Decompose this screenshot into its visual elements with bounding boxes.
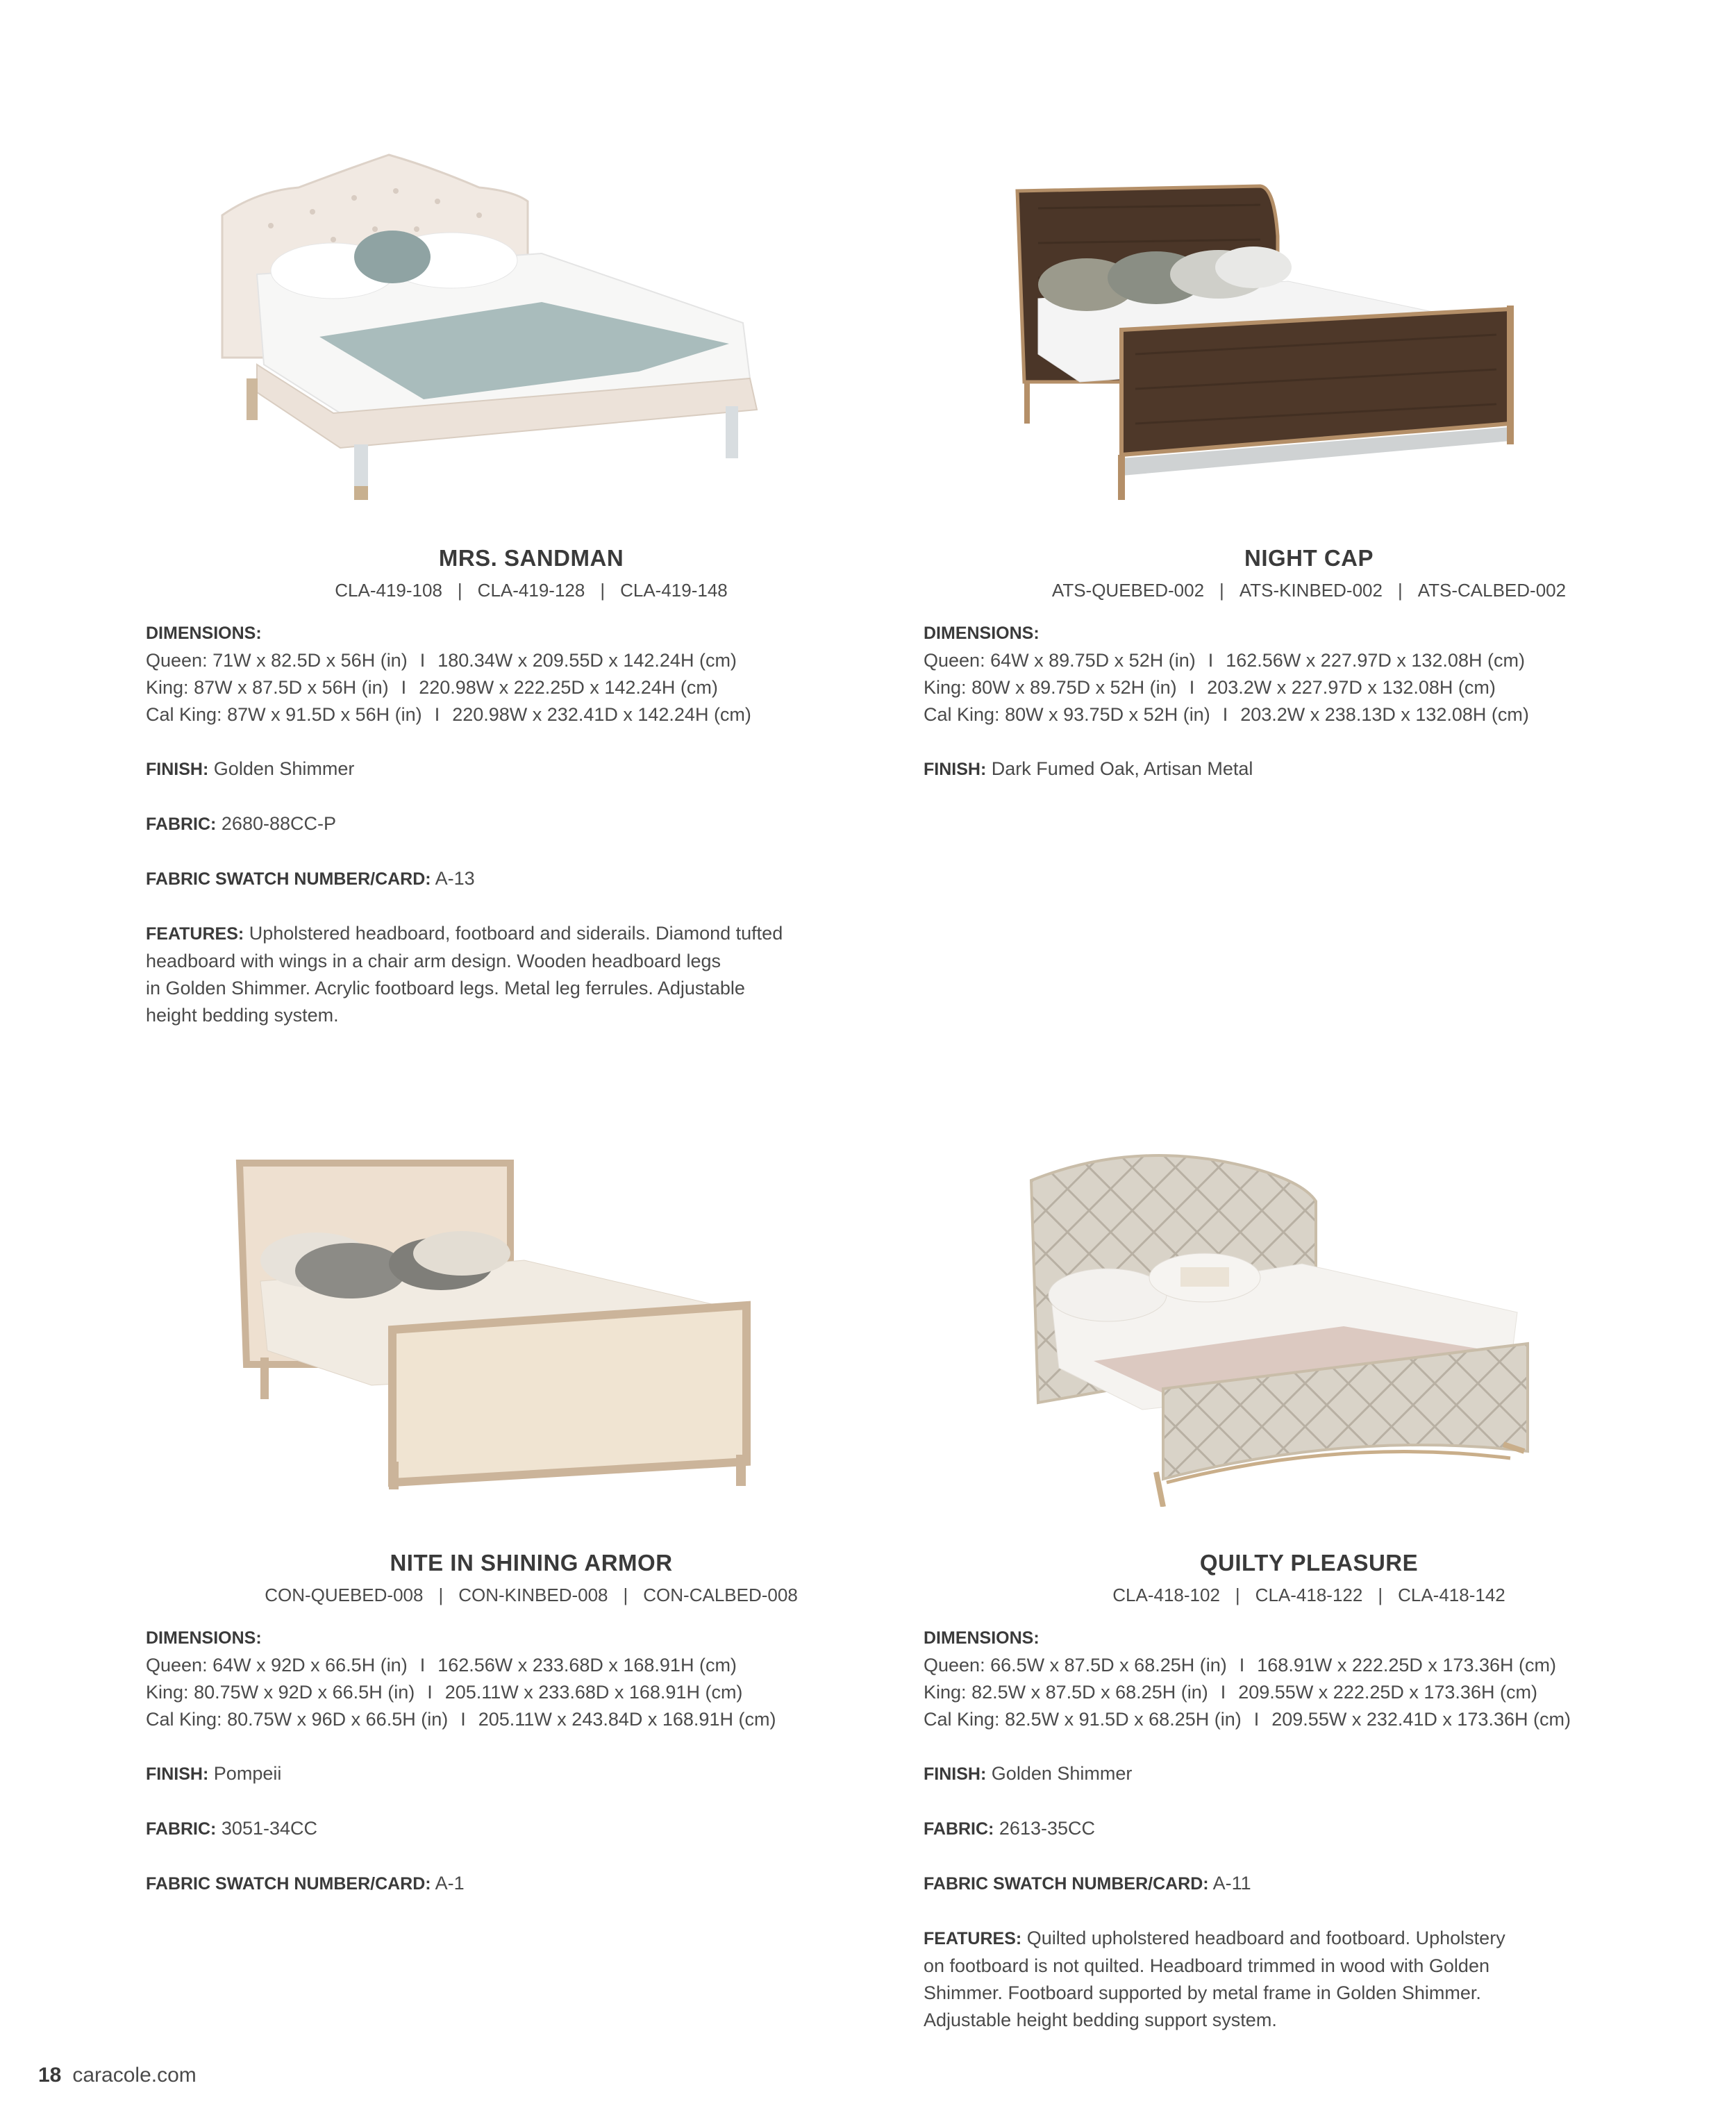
dim-separator: I <box>1208 650 1214 671</box>
dimension-row <box>924 674 1694 701</box>
sku-separator: | <box>623 1585 628 1605</box>
size-cm: 162.56W x 227.97D x 132.08H (cm) <box>1226 650 1525 671</box>
dimensions-block <box>146 620 917 728</box>
finish-value: Golden Shimmer <box>991 1763 1133 1784</box>
size-inches: 82.5W x 91.5D x 68.25H (in) <box>1005 1709 1242 1730</box>
dimension-row <box>146 647 917 674</box>
product-specs <box>924 620 1694 810</box>
fabric-value: 2613-35CC <box>999 1818 1095 1839</box>
size-cm: 205.11W x 233.68D x 168.91H (cm) <box>444 1682 743 1703</box>
features-line: in Golden Shimmer. Acrylic footboard legs. Metal leg ferrules. Adjustable <box>146 978 745 999</box>
size-cm: 209.55W x 222.25D x 173.36H (cm) <box>1238 1682 1537 1703</box>
product-skus <box>924 580 1694 601</box>
size-inches: 80.75W x 96D x 66.5H (in) <box>227 1709 449 1730</box>
dim-separator: I <box>419 1655 426 1676</box>
features-label: FEATURES: <box>924 1929 1022 1948</box>
product-specs <box>146 620 917 1056</box>
fabric-row <box>924 1815 1694 1843</box>
size-label: Queen: <box>146 1655 208 1676</box>
size-cm: 220.98W x 232.41D x 142.24H (cm) <box>452 704 751 725</box>
sku: ATS-CALBED-002 <box>1417 580 1567 601</box>
swatch-value: A-13 <box>435 868 475 889</box>
size-inches: 64W x 92D x 66.5H (in) <box>212 1655 408 1676</box>
bed-photo-nite-in-shining-armor <box>233 1156 767 1489</box>
dim-separator: I <box>427 1682 433 1703</box>
fabric-label: FABRIC: <box>146 814 217 834</box>
size-inches: 64W x 89.75D x 52H (in) <box>990 650 1196 671</box>
size-label: King: <box>146 677 189 698</box>
size-inches: 66.5W x 87.5D x 68.25H (in) <box>990 1655 1227 1676</box>
website-link[interactable]: caracole.com <box>72 2064 197 2087</box>
size-label: King: <box>924 677 967 698</box>
size-cm: 203.2W x 227.97D x 132.08H (cm) <box>1207 677 1496 698</box>
sku: CON-QUEBED-008 <box>265 1585 424 1605</box>
sku-separator: | <box>1235 1585 1240 1605</box>
bed-photo-quilty-pleasure <box>1024 1146 1538 1507</box>
fabric-value: 2680-88CC-P <box>221 813 336 834</box>
size-label: Queen: <box>146 650 208 671</box>
sku-separator: | <box>438 1585 444 1605</box>
swatch-label: FABRIC SWATCH NUMBER/CARD: <box>146 1874 431 1894</box>
features-line: Shimmer. Footboard supported by metal frame in Golden Shimmer. <box>924 1982 1481 2003</box>
size-inches: 80W x 93.75D x 52H (in) <box>1005 704 1210 725</box>
dimension-row <box>924 647 1694 674</box>
dimensions-heading: DIMENSIONS: <box>146 1628 262 1648</box>
size-label: Queen: <box>924 650 985 671</box>
size-label: Cal King: <box>146 704 222 725</box>
finish-value: Golden Shimmer <box>213 758 355 779</box>
dimensions-heading: DIMENSIONS: <box>146 624 262 643</box>
sku-separator: | <box>1219 580 1224 601</box>
product-specs <box>924 1625 1694 2061</box>
size-cm: 205.11W x 243.84D x 168.91H (cm) <box>478 1709 776 1730</box>
sku: ATS-QUEBED-002 <box>1051 580 1205 601</box>
product-skus <box>924 1585 1694 1606</box>
sku: CLA-419-108 <box>335 580 442 601</box>
features-line: height bedding system. <box>146 1005 339 1026</box>
bed-photo-night-cap <box>1010 181 1524 507</box>
size-inches: 80.75W x 92D x 66.5H (in) <box>194 1682 415 1703</box>
sku: CLA-419-128 <box>477 580 585 601</box>
dimension-row <box>924 1706 1694 1733</box>
fabric-value: 3051-34CC <box>221 1818 317 1839</box>
fabric-label: FABRIC: <box>146 1819 217 1839</box>
size-cm: 203.2W x 238.13D x 132.08H (cm) <box>1240 704 1529 725</box>
features-line: Upholstered headboard, footboard and siderails. Diamond tufted <box>249 923 783 944</box>
features-block <box>924 1925 1694 2034</box>
sku-separator: | <box>1397 580 1403 601</box>
page-footer <box>38 2064 197 2087</box>
swatch-label: FABRIC SWATCH NUMBER/CARD: <box>146 869 431 889</box>
product-specs <box>146 1625 917 1925</box>
size-inches: 71W x 82.5D x 56H (in) <box>212 650 408 671</box>
sku: ATS-KINBED-002 <box>1239 580 1383 601</box>
dimension-row <box>146 1706 917 1733</box>
sku-separator: | <box>600 580 606 601</box>
dimensions-block <box>146 1625 917 1733</box>
page-number: 18 <box>38 2064 62 2087</box>
finish-label: FINISH: <box>924 760 987 779</box>
product-skus <box>146 580 917 601</box>
dimensions-block <box>924 1625 1694 1733</box>
product-skus <box>146 1585 917 1606</box>
finish-row <box>924 1760 1694 1788</box>
bed-photo-mrs-sandman <box>215 149 785 503</box>
size-cm: 180.34W x 209.55D x 142.24H (cm) <box>437 650 737 671</box>
sku: CON-KINBED-008 <box>458 1585 608 1605</box>
sku-separator: | <box>457 580 462 601</box>
swatch-row <box>146 865 917 893</box>
sku-separator: | <box>1378 1585 1383 1605</box>
product-name: NITE IN SHINING ARMOR <box>390 1550 673 1576</box>
dim-separator: I <box>1222 704 1228 725</box>
dimension-row <box>924 1679 1694 1706</box>
dimension-row <box>924 701 1694 728</box>
dim-separator: I <box>401 677 407 698</box>
sku: CLA-418-142 <box>1398 1585 1505 1605</box>
swatch-value: A-1 <box>435 1873 465 1894</box>
sku: CLA-418-102 <box>1112 1585 1220 1605</box>
size-inches: 80W x 89.75D x 52H (in) <box>971 677 1177 698</box>
dim-separator: I <box>1239 1655 1245 1676</box>
fabric-row <box>146 810 917 838</box>
dim-separator: I <box>1253 1709 1260 1730</box>
size-label: Queen: <box>924 1655 985 1676</box>
finish-label: FINISH: <box>146 1764 209 1784</box>
size-cm: 220.98W x 222.25D x 142.24H (cm) <box>419 677 718 698</box>
dimensions-block <box>924 620 1694 728</box>
fabric-row <box>146 1815 917 1843</box>
size-inches: 87W x 91.5D x 56H (in) <box>227 704 422 725</box>
product-name: MRS. SANDMAN <box>438 545 624 571</box>
dimensions-heading: DIMENSIONS: <box>924 1628 1040 1648</box>
product-name: QUILTY PLEASURE <box>1199 1550 1419 1576</box>
features-line: headboard with wings in a chair arm design. Wooden headboard legs <box>146 951 721 971</box>
finish-value: Pompeii <box>213 1763 282 1784</box>
size-cm: 162.56W x 233.68D x 168.91H (cm) <box>437 1655 737 1676</box>
dimension-row <box>146 701 917 728</box>
size-cm: 168.91W x 222.25D x 173.36H (cm) <box>1257 1655 1556 1676</box>
product-name: NIGHT CAP <box>1244 545 1374 571</box>
features-label: FEATURES: <box>146 924 244 944</box>
dim-separator: I <box>419 650 426 671</box>
fabric-label: FABRIC: <box>924 1819 994 1839</box>
features-line: on footboard is not quilted. Headboard trimmed in wood with Golden <box>924 1955 1489 1976</box>
features-block <box>146 920 917 1029</box>
swatch-value: A-11 <box>1212 1873 1251 1894</box>
size-label: Cal King: <box>924 704 1000 725</box>
finish-row <box>146 755 917 783</box>
dim-separator: I <box>1189 677 1195 698</box>
dimension-row <box>146 1652 917 1679</box>
features-line: Quilted upholstered headboard and footboard. Upholstery <box>1026 1928 1505 1948</box>
size-label: Cal King: <box>924 1709 1000 1730</box>
size-label: Cal King: <box>146 1709 222 1730</box>
size-cm: 209.55W x 232.41D x 173.36H (cm) <box>1271 1709 1571 1730</box>
dimensions-heading: DIMENSIONS: <box>924 624 1040 643</box>
finish-label: FINISH: <box>924 1764 987 1784</box>
dimension-row <box>924 1652 1694 1679</box>
size-label: King: <box>924 1682 967 1703</box>
size-inches: 87W x 87.5D x 56H (in) <box>194 677 389 698</box>
size-label: King: <box>146 1682 189 1703</box>
swatch-row <box>146 1870 917 1898</box>
sku: CLA-419-148 <box>620 580 728 601</box>
dim-separator: I <box>434 704 440 725</box>
swatch-label: FABRIC SWATCH NUMBER/CARD: <box>924 1874 1209 1894</box>
swatch-row <box>924 1870 1694 1898</box>
size-inches: 82.5W x 87.5D x 68.25H (in) <box>971 1682 1208 1703</box>
finish-value: Dark Fumed Oak, Artisan Metal <box>991 758 1253 779</box>
dimension-row <box>146 674 917 701</box>
finish-label: FINISH: <box>146 760 209 779</box>
dimension-row <box>146 1679 917 1706</box>
sku: CLA-418-122 <box>1255 1585 1363 1605</box>
features-line: Adjustable height bedding support system. <box>924 2010 1277 2030</box>
sku: CON-CALBED-008 <box>643 1585 798 1605</box>
finish-row <box>146 1760 917 1788</box>
finish-row <box>924 755 1694 783</box>
dim-separator: I <box>1220 1682 1226 1703</box>
dim-separator: I <box>460 1709 466 1730</box>
